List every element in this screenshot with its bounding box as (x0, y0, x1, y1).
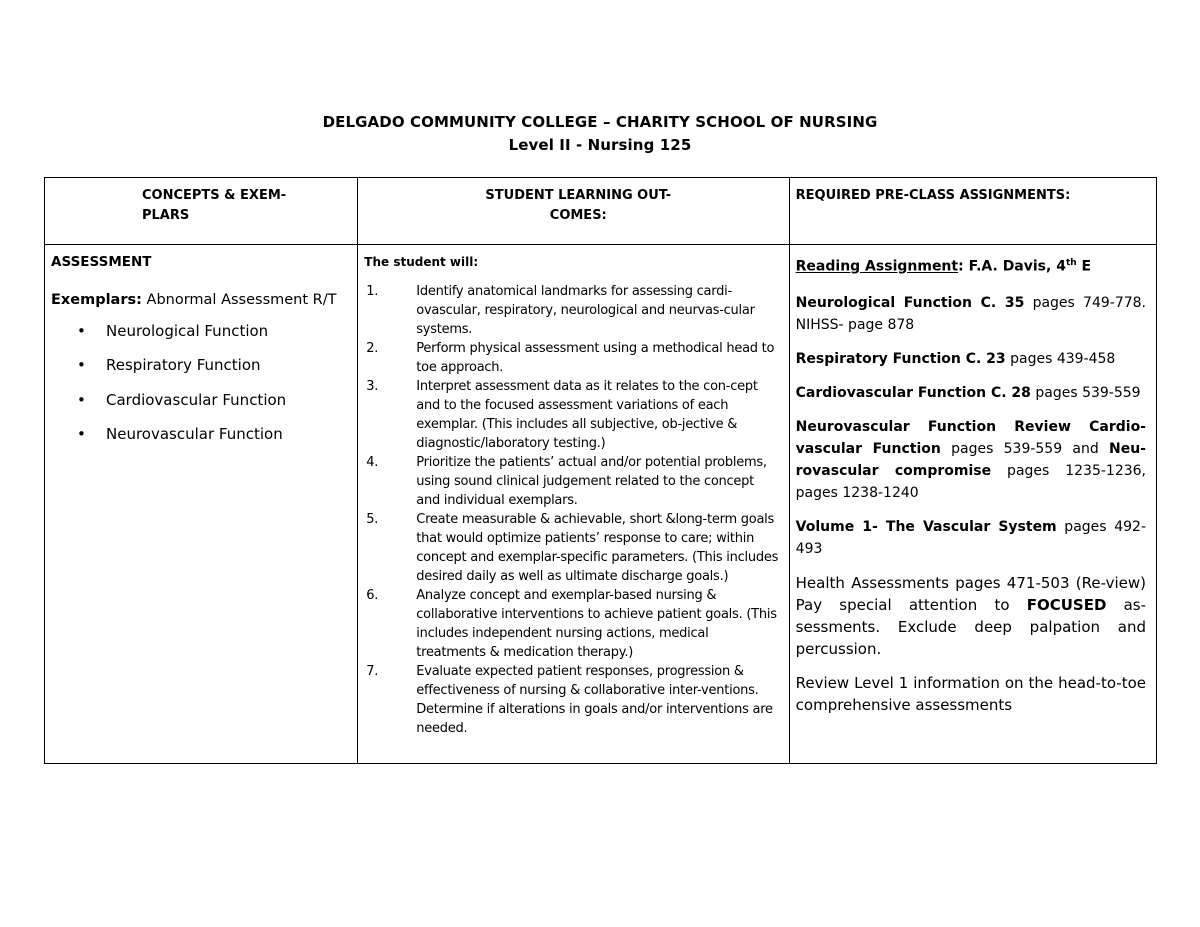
list-item (51, 390, 351, 410)
exemplars-line (51, 290, 351, 310)
course-title: Level II - Nursing 125 (508, 136, 692, 154)
bullet-icon: • (77, 322, 86, 340)
header-row (45, 178, 1157, 245)
list-item (364, 282, 780, 339)
document-header (0, 111, 1200, 157)
neurovasc-mid: pages 539-559 and (940, 440, 1109, 457)
concept-title: ASSESSMENT (51, 254, 152, 270)
cardio-rest: pages 539-559 (1030, 384, 1141, 401)
neurovasc-rest: pages 1235-1236, pages 1238-1240 (795, 462, 1147, 501)
outcomes-cell (358, 245, 789, 764)
review-assignment: Review Level 1 information on the head-to-toe comprehensive assessments (795, 673, 1146, 714)
assignments-cell (789, 245, 1156, 764)
list-item (364, 662, 780, 738)
resp-rest: pages 439-458 (1005, 350, 1116, 367)
outcome-text: Evaluate expected patient responses, progression & effectiveness of nursing & collaborative inter-ventions. Determine if alterations in goals and/or interventions are needed. (416, 664, 773, 736)
neuro-assignment (796, 292, 1146, 336)
cardio-bold: Cardiovascular Function C. 28 (795, 384, 1031, 401)
course-table (44, 177, 1157, 764)
outcome-text: Analyze concept and exemplar-based nursing & collaborative interventions to achieve patient goals. (This includes independent nursing actions, medical treatments & medication therapy.) (416, 588, 777, 660)
cardio-assignment (796, 382, 1146, 404)
list-item (364, 510, 780, 586)
item-number: 6. (366, 588, 379, 603)
health-assignment (796, 572, 1146, 660)
list-item (51, 424, 351, 444)
outcomes-intro: The student will: (364, 255, 479, 269)
concepts-cell (45, 245, 358, 764)
outcomes-header-line1: STUDENT LEARNING OUT- (485, 188, 672, 203)
list-item (364, 339, 780, 377)
exemplar-item: Cardiovascular Function (106, 390, 287, 409)
list-item (51, 355, 351, 375)
neurovasc-bold1: Neurovascular Function Review Cardio-vascular Function (795, 418, 1146, 457)
health-post: as-sessments. Exclude deep palpation and percussion. (795, 595, 1147, 658)
item-number: 7. (366, 664, 379, 679)
outcome-text: Interpret assessment data as it relates to the con-cept and to the focused assessment variations of each exemplar. (This includes all subjective, ob-jective & diagnostic/laboratory testing.) (416, 379, 758, 451)
reading-assignment (796, 253, 1146, 277)
outcomes-header-line2: COMES: (549, 208, 607, 223)
neuro-rest: pages 749-778. NIHSS- page 878 (795, 294, 1146, 333)
list-item (364, 377, 780, 453)
outcome-text: Identify anatomical landmarks for assessing cardi-ovascular, respiratory, neurological and neurvas-cular systems. (416, 284, 755, 337)
exemplar-item: Respiratory Function (106, 356, 261, 375)
vascular-assignment (796, 516, 1146, 560)
exemplars-text: Abnormal Assessment R/T (141, 292, 337, 308)
reading-edition: E (1076, 258, 1092, 275)
vascular-rest: pages 492-493 (795, 518, 1146, 557)
outcomes-list (364, 282, 780, 738)
reading-colon: : (958, 258, 964, 275)
vascular-bold: Volume 1- The Vascular System (795, 518, 1057, 535)
outcome-text: Perform physical assessment using a methodical head to toe approach. (416, 341, 775, 375)
health-pre: Health Assessments pages 471-503 (Re-view) Pay special attention to (795, 573, 1146, 614)
reading-label: Reading Assignment (795, 258, 959, 275)
list-item (364, 586, 780, 662)
exemplar-list (51, 321, 351, 444)
item-number: 3. (366, 379, 379, 394)
resp-bold: Respiratory Function C. 23 (795, 350, 1006, 367)
resp-assignment (796, 348, 1146, 370)
outcomes-header (358, 178, 678, 226)
item-number: 1. (366, 284, 379, 299)
assignments-header-cell (789, 178, 1156, 245)
concepts-header-line1: CONCEPTS & EXEM- (142, 188, 287, 203)
item-number: 4. (366, 455, 379, 470)
neurovasc-assignment (796, 416, 1146, 504)
outcome-text: Create measurable & achievable, short &long-term goals that would optimize patients’ response to care; within concept and exemplar-specific parameters. (This includes desired daily as well as ultimate discharge goals.) (416, 512, 779, 584)
health-bold: FOCUSED (1026, 595, 1107, 614)
concepts-header-line2: PLARS (142, 208, 190, 223)
bullet-icon: • (77, 390, 86, 409)
list-item (364, 453, 780, 510)
list-item (51, 321, 351, 341)
item-number: 5. (366, 512, 379, 527)
exemplar-item: Neurological Function (106, 322, 269, 340)
exemplars-label: Exemplars: (51, 292, 142, 308)
concepts-header-cell (45, 178, 358, 245)
item-number: 2. (366, 341, 379, 356)
bullet-icon: • (77, 425, 86, 444)
content-row (45, 245, 1157, 764)
bullet-icon: • (77, 356, 86, 375)
neuro-bold: Neurological Function C. 35 (795, 294, 1025, 311)
assignments-header: REQUIRED PRE-CLASS ASSIGNMENTS: (795, 188, 1071, 203)
college-title: DELGADO COMMUNITY COLLEGE – CHARITY SCHOOL OF NURSING (322, 113, 878, 131)
exemplar-item: Neurovascular Function (106, 425, 283, 444)
outcomes-header-cell (358, 178, 789, 245)
reading-source: F.A. Davis, 4 (963, 258, 1066, 275)
neurovasc-bold2: Neu-rovascular compromise (795, 440, 1146, 479)
concepts-header (45, 178, 302, 226)
reading-sup: th (1065, 258, 1077, 268)
outcome-text: Prioritize the patients’ actual and/or potential problems, using sound clinical judgement related to the concept and individual exemplars. (416, 455, 767, 508)
